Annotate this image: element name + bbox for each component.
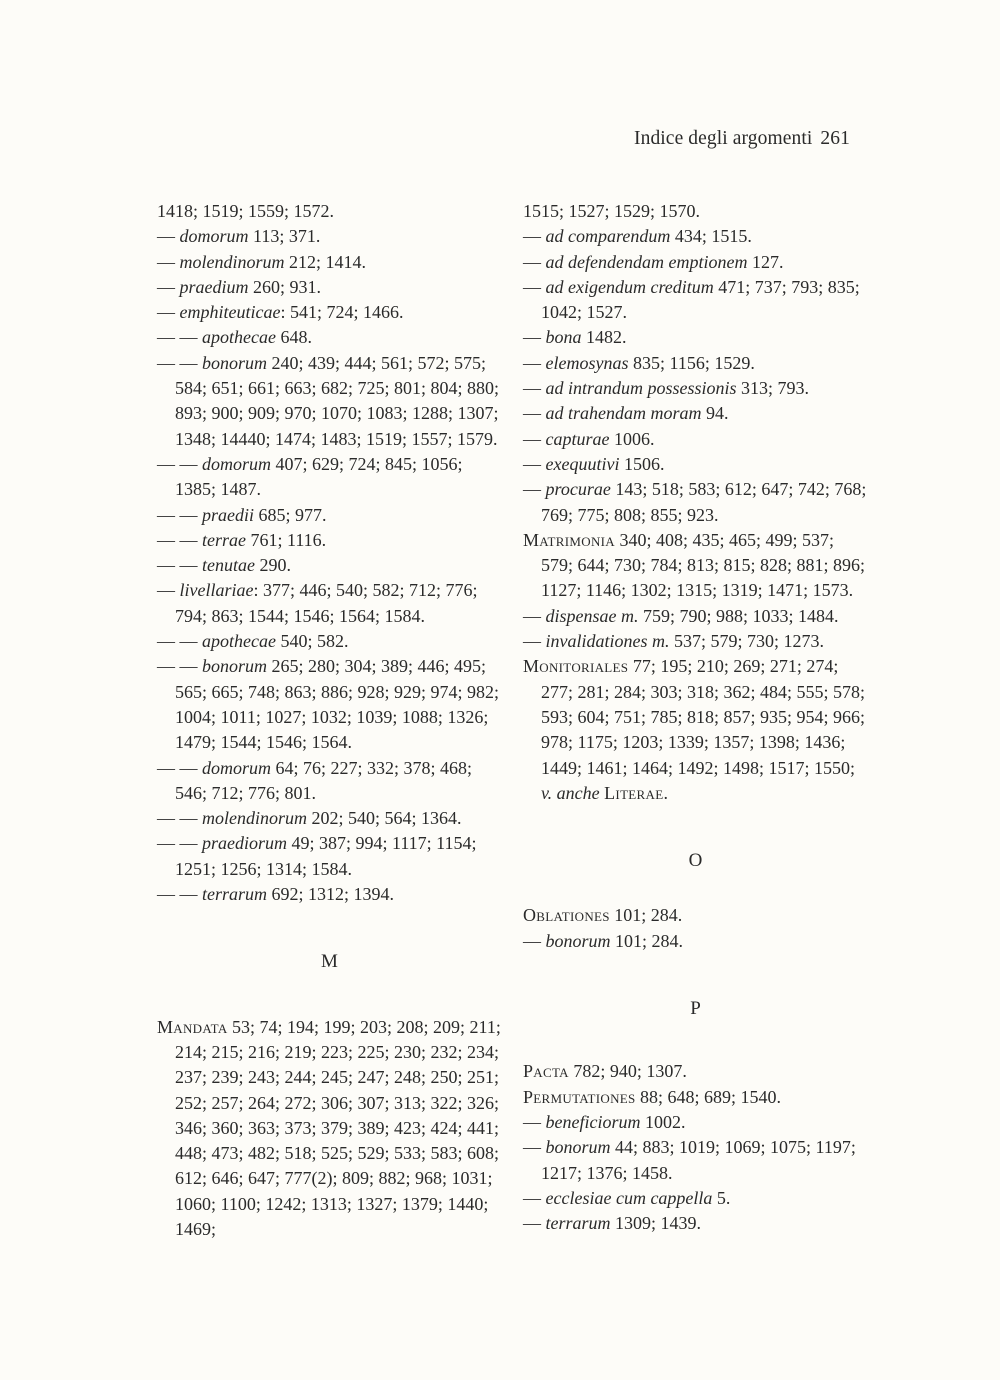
right-column <box>523 199 868 1236</box>
index-entry-matrimonia: Matrimonia 340; 408; 435; 465; 499; 537; 579; 644; 730; 784; 813; 815; 828; 881; 896; 1127; 1146; 1302; 1315; 1319; 1471; 1573. <box>523 529 866 601</box>
index-entry: — procurae 143; 518; 583; 612; 647; 742; 768; 769; 775; 808; 855; 923. <box>523 479 867 525</box>
index-entry-mandata: Mandata 53; 74; 194; 199; 203; 208; 209; 211; 214; 215; 216; 219; 223; 225; 230; 232; 234; 237; 239; 243; 244; 245; 247; 248; 250; 251; 252; 257; 264; 272; 306; 307; 313; 322; 326; 346; 360; 363; 373; 379; 389; 423; 424; 441; 448; 473; 482; 518; 525; 529; 533; 583; 608; 612; 646; 647; 777(2); 809; 882; 968; 1031; 1060; 1100; 1242; 1313; 1327; 1379; 1440; 1469; <box>157 1016 501 1239</box>
index-entry-monitoriales: Monitoriales 77; 195; 210; 269; 271; 274; 277; 281; 284; 303; 318; 362; 484; 555; 578; 593; 604; 751; 785; 818; 857; 935; 954; 966; 978; 1175; 1203; 1339; 1357; 1398; 1436; 1449; 1461; 1464; 1492; 1498; 1517; 1550; v. anche Literae. <box>523 656 866 803</box>
index-entry: — bonorum 44; 883; 1019; 1069; 1075; 1197; 1217; 1376; 1458. <box>523 1137 856 1183</box>
index-entry: — capturae 1006. <box>523 428 655 449</box>
index-entry: — domorum 113; 371. <box>157 226 321 247</box>
index-entry: — — terrarum 692; 1312; 1394. <box>157 884 395 905</box>
index-entry: 1418; 1519; 1559; 1572. <box>157 201 335 221</box>
index-entry: — ad defendendam emptionem 127. <box>523 251 784 272</box>
section-letter-o: O <box>688 850 703 872</box>
index-entry: — bonorum 101; 284. <box>523 930 684 951</box>
index-entry: — invalidationes m. 537; 579; 730; 1273. <box>523 631 825 652</box>
page-number: 261 <box>820 128 850 149</box>
index-entry: — — bonorum 265; 280; 304; 389; 446; 495; 565; 665; 748; 863; 886; 928; 929; 974; 982; 1004; 1011; 1027; 1032; 1039; 1088; 1326; 1479; 1544; 1546; 1564. <box>157 656 500 753</box>
index-entry: — — apothecae 540; 582. <box>157 631 349 652</box>
index-entry: — ad exigendum creditum 471; 737; 793; 835; 1042; 1527. <box>523 276 860 323</box>
index-entry: — bona 1482. <box>523 327 627 348</box>
index-entry: — livellariae: 377; 446; 540; 582; 712; 776; 794; 863; 1544; 1546; 1564; 1584. <box>157 580 478 626</box>
index-entry: — — terrae 761; 1116. <box>157 529 327 550</box>
index-entry: — emphiteuticae: 541; 724; 1466. <box>157 302 404 323</box>
index-entry: — — domorum 64; 76; 227; 332; 378; 468; 546; 712; 776; 801. <box>157 757 473 803</box>
index-entry: 1515; 1527; 1529; 1570. <box>523 201 701 221</box>
index-entry: — exequutivi 1506. <box>523 453 665 474</box>
index-entry-oblationes: Oblationes 101; 284. <box>523 905 683 926</box>
index-entry: — — bonorum 240; 439; 444; 561; 572; 575; 584; 651; 661; 663; 682; 725; 801; 804; 880; 893; 900; 909; 970; 1070; 1083; 1288; 1307; 1348; 14440; 1474; 1483; 1519; 1557; 1579. <box>157 352 500 449</box>
index-entry: — — apothecae 648. <box>157 327 312 348</box>
index-entry: — ad comparendum 434; 1515. <box>523 226 752 247</box>
running-header <box>634 128 850 150</box>
index-entry: — praedium 260; 931. <box>157 276 322 297</box>
index-entry: — — molendinorum 202; 540; 564; 1364. <box>157 808 462 829</box>
index-entry: — dispensae m. 759; 790; 988; 1033; 1484. <box>523 605 839 626</box>
index-entry: — molendinorum 212; 1414. <box>157 251 367 272</box>
section-letter-p: P <box>690 998 701 1020</box>
index-entry: — terrarum 1309; 1439. <box>523 1213 702 1234</box>
left-column <box>157 199 502 1242</box>
index-entry: — — domorum 407; 629; 724; 845; 1056; 1385; 1487. <box>157 453 463 500</box>
index-entry: — ecclesiae cum cappella 5. <box>523 1187 731 1208</box>
index-entry: — ad intrandum possessionis 313; 793. <box>523 378 810 399</box>
header-title: Indice degli argomenti <box>634 128 813 149</box>
index-entry: — — praediorum 49; 387; 994; 1117; 1154; 1251; 1256; 1314; 1584. <box>157 833 477 879</box>
index-entry-pacta: Pacta 782; 940; 1307. <box>523 1061 687 1082</box>
index-entry: — elemosynas 835; 1156; 1529. <box>523 352 755 373</box>
index-entry: — ad trahendam moram 94. <box>523 403 729 424</box>
index-entry-permutationes: Permutationes 88; 648; 689; 1540. <box>523 1086 782 1107</box>
index-entry: — — praedii 685; 977. <box>157 504 327 525</box>
index-entry: — beneficiorum 1002. <box>523 1111 686 1132</box>
index-entry: — — tenutae 290. <box>157 555 291 576</box>
section-letter-m: M <box>321 951 338 973</box>
